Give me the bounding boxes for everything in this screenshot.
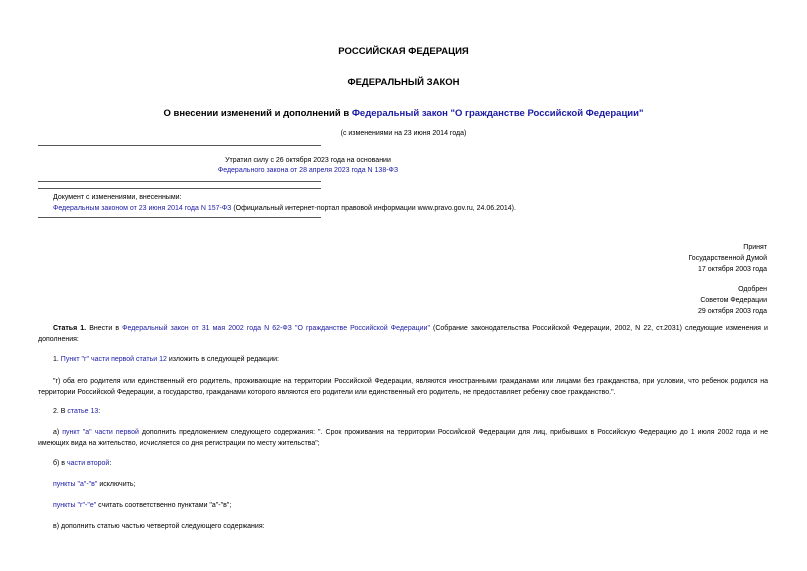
title-prefix: О внесении изменений и дополнений в <box>163 108 352 119</box>
item-2 <box>38 406 768 417</box>
repeal-law-link[interactable]: Федерального закона от 28 апреля 2023 года N 138-ФЗ <box>217 167 399 174</box>
changes-heading: Документ с изменениями, внесенными: <box>53 194 182 201</box>
points-g-e-link[interactable]: пункты "г"-"е" <box>53 502 97 509</box>
part-one-link[interactable]: части первой <box>94 429 139 436</box>
article-label: Статья 1. <box>53 325 87 332</box>
document-title <box>0 108 807 119</box>
doc-type-heading: ФЕДЕРАЛЬНЫЙ ЗАКОН <box>347 77 460 88</box>
item-text: дополнить предложением следующего содержания: ". Срок проживания на территории Российской Федерации для лиц, прибывших в Российскую Федерацию до 1 июля 2002 года и не имеющих вида на жительство, исчисляется со дня регистрации по месту жительства"; <box>38 429 768 447</box>
item-text: 1. <box>53 356 61 363</box>
amendments-note: (с изменениями на 23 июня 2014 года) <box>340 130 467 137</box>
citizenship-law-link[interactable]: Федеральный закон "О гражданстве Российской Федерации" <box>351 108 644 119</box>
item-text: 2. В <box>53 408 68 415</box>
adopted-by: Государственной Думой <box>688 255 767 262</box>
divider <box>38 145 321 146</box>
article-1 <box>38 323 768 345</box>
article-13-link[interactable]: статье 13 <box>67 408 99 415</box>
point-g-link[interactable]: Пункт "г" <box>60 356 90 363</box>
item-text: : <box>98 408 101 415</box>
item-text: : <box>109 460 112 467</box>
item-text: б) в <box>53 460 67 467</box>
item-2a <box>38 427 768 449</box>
status-box <box>38 156 578 175</box>
point-a-link[interactable]: пункт "а" <box>62 429 92 436</box>
adoption-block <box>688 242 767 317</box>
approved-label: Одобрен <box>738 286 767 293</box>
divider <box>38 188 321 189</box>
item-text: исключить; <box>97 481 136 488</box>
article-text: (Собрание законодательства Российской Федерации, 2002, N 22, ст.2031) следующие изменения и дополнения: <box>38 325 768 343</box>
item-text: изложить в следующей редакции: <box>166 356 279 363</box>
item-2b-1 <box>38 479 768 490</box>
item-1 <box>38 354 768 365</box>
country-heading: РОССИЙСКАЯ ФЕДЕРАЦИЯ <box>338 46 469 57</box>
item-1-quote: "г) оба его родителя или единственный его родитель, проживающие на территории Российской Федерации, являются иностранными гражданами или лицами без гражданства, при условии, что ребенок родился на территории Российской Федерации, а государство, гражданами которого являются его родители или единственный его родитель, не предоставляет ребенку свое гражданство.". <box>38 378 768 396</box>
item-2b-2 <box>38 500 768 511</box>
amending-law-link[interactable]: Федеральным законом от 23 июня 2014 года N 157-ФЗ <box>53 205 232 212</box>
item-text: а) <box>53 429 63 436</box>
divider <box>38 217 321 218</box>
status-text: Утратил силу с 26 октября 2023 года на основании <box>225 157 391 164</box>
divider <box>38 181 321 182</box>
law-62-fz-link[interactable]: Федеральный закон от 31 мая 2002 года N 62-ФЗ "О гражданстве Российской Федерации" <box>122 325 430 332</box>
item-2v: в) дополнить статью частью четвертой следующего содержания: <box>53 523 265 530</box>
item-text: считать соответственно пунктами "а"-"в"; <box>96 502 232 509</box>
article-12-link[interactable]: части первой статьи 12 <box>90 356 167 363</box>
part-two-link[interactable]: части второй <box>66 460 110 467</box>
approved-date: 29 октября 2003 года <box>698 308 767 315</box>
adopted-label: Принят <box>743 244 767 251</box>
approved-by: Советом Федерации <box>700 297 767 304</box>
publication-source: (Официальный интернет-портал правовой информации www.pravo.gov.ru, 24.06.2014). <box>231 205 516 212</box>
adopted-date: 17 октября 2003 года <box>698 266 767 273</box>
points-a-v-link[interactable]: пункты "а"-"в" <box>53 481 98 488</box>
changes-box <box>53 193 783 213</box>
article-text: Внести в <box>86 325 123 332</box>
item-2b <box>38 458 768 469</box>
